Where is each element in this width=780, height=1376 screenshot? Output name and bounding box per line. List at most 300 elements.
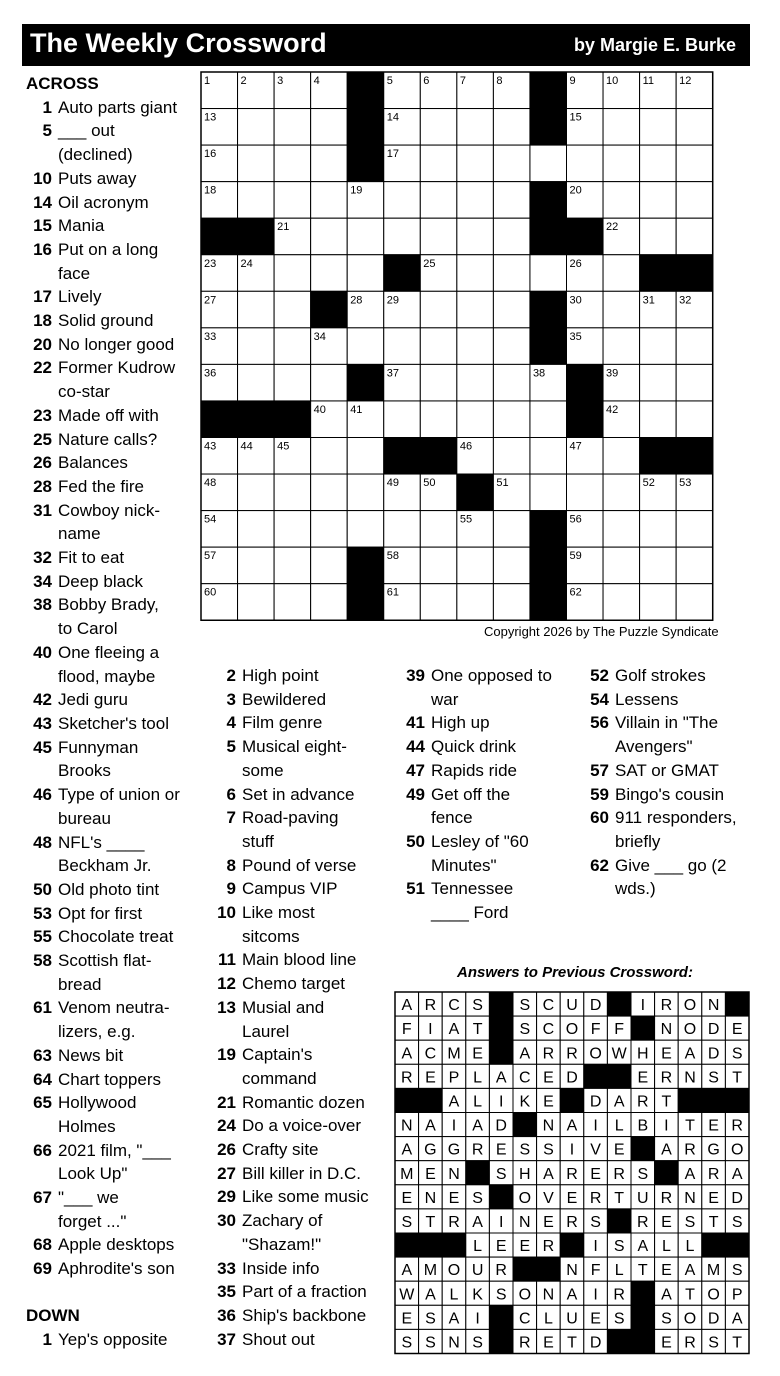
answer-letter: S (519, 997, 531, 1015)
answer-letter: O (683, 1310, 697, 1328)
answer-letter: N (424, 1189, 437, 1207)
grid-cell[interactable] (274, 145, 311, 182)
answer-letter: A (448, 1310, 460, 1328)
clue-number: 46 (33, 785, 52, 805)
grid-block (530, 547, 567, 584)
grid-cell[interactable] (676, 182, 713, 219)
answer-letter: D (731, 1189, 743, 1207)
answer-letter: I (569, 1141, 575, 1159)
grid-cell[interactable] (311, 511, 348, 548)
grid-cell[interactable] (493, 328, 530, 365)
answer-block (631, 1016, 655, 1040)
answer-letter: L (449, 1286, 459, 1304)
answer-block (584, 1064, 608, 1088)
grid-cell[interactable] (384, 511, 421, 548)
grid-cell[interactable] (274, 328, 311, 365)
grid-cell[interactable] (311, 145, 348, 182)
grid-cell[interactable] (603, 109, 640, 146)
grid-cell[interactable] (530, 474, 567, 511)
answer-letter: A (401, 1141, 413, 1159)
grid-cell[interactable] (384, 328, 421, 365)
clue-number: 60 (590, 808, 609, 828)
clue-text: Mania (58, 216, 105, 236)
grid-cell[interactable] (493, 255, 530, 292)
clue-text: Do a voice-over (242, 1116, 362, 1136)
grid-cell[interactable] (238, 511, 275, 548)
grid-cell[interactable] (420, 511, 457, 548)
answer-letter: N (684, 1189, 696, 1207)
clue-text: Villain in "The (615, 713, 719, 733)
grid-cell[interactable] (603, 438, 640, 475)
clue-number: 48 (33, 832, 52, 852)
clue-number: 21 (217, 1092, 236, 1112)
clue-text: Chocolate treat (58, 927, 174, 947)
cell-number: 54 (204, 513, 217, 526)
clue-number: 55 (33, 927, 52, 947)
grid-cell[interactable] (274, 182, 311, 219)
answer-letter: T (685, 1117, 695, 1135)
clue-text: Musical eight- (242, 737, 347, 757)
grid-cell[interactable] (676, 328, 713, 365)
clue-text: face (58, 263, 91, 283)
clue-text: Rapids ride (431, 760, 517, 780)
grid-cell[interactable] (238, 328, 275, 365)
grid-cell[interactable] (347, 474, 384, 511)
grid-cell[interactable] (493, 401, 530, 438)
clue-text: (declined) (58, 145, 133, 165)
clue-text: Puts away (58, 168, 137, 188)
clue-number: 36 (217, 1305, 236, 1325)
answer-block (702, 1233, 726, 1257)
answer-letter: K (472, 1286, 483, 1304)
clue-text: Hollywood (58, 1093, 137, 1113)
answer-letter: F (614, 1021, 625, 1039)
clue-number: 20 (33, 334, 52, 354)
grid-cell[interactable] (274, 364, 311, 401)
grid-cell[interactable] (347, 511, 384, 548)
grid-block (530, 584, 567, 621)
grid-cell[interactable] (457, 364, 494, 401)
answer-block (725, 992, 749, 1016)
clue-number: 65 (33, 1093, 52, 1113)
grid-cell[interactable] (676, 547, 713, 584)
answer-block (442, 1233, 466, 1257)
clue-text: 2021 film, "___ (58, 1140, 171, 1160)
answer-letter: A (543, 1165, 554, 1183)
grid-cell[interactable] (567, 145, 604, 182)
puzzle-grid (201, 72, 713, 620)
grid-cell[interactable] (530, 401, 567, 438)
grid-block (274, 401, 311, 438)
grid-cell[interactable] (493, 547, 530, 584)
grid-block (238, 218, 275, 255)
answer-letter: W (611, 1045, 627, 1063)
clue-text: Golf strokes (615, 666, 706, 685)
clue-number: 45 (33, 737, 52, 757)
grid-cell[interactable] (347, 255, 384, 292)
answer-block (678, 1088, 702, 1112)
answer-letter: O (683, 1021, 697, 1039)
clue-number: 15 (33, 216, 52, 236)
answer-block (607, 992, 631, 1016)
clue-text: One opposed to (431, 666, 552, 685)
grid-cell[interactable] (311, 584, 348, 621)
clue-text: Yep's opposite (58, 1329, 168, 1349)
clue-text: SAT or GMAT (615, 760, 719, 780)
answer-letter: L (661, 1238, 671, 1256)
cell-number: 23 (204, 257, 217, 270)
clue-number: 16 (33, 239, 52, 259)
answer-letter: A (401, 1262, 413, 1280)
answer-letter: G (424, 1141, 437, 1159)
clue-number: 28 (33, 476, 52, 496)
grid-cell[interactable] (457, 182, 494, 219)
grid-cell[interactable] (420, 109, 457, 146)
clue-number: 64 (33, 1069, 52, 1089)
grid-cell[interactable] (238, 474, 275, 511)
answer-letter: E (543, 1069, 554, 1087)
grid-cell[interactable] (238, 291, 275, 328)
grid-cell[interactable] (603, 474, 640, 511)
cell-number: 21 (277, 221, 290, 234)
answer-letter: U (566, 997, 578, 1015)
grid-cell[interactable] (347, 328, 384, 365)
answer-block (631, 1305, 655, 1329)
clue-text: Opt for first (58, 903, 143, 923)
clue-number: 6 (226, 784, 236, 804)
answer-letter: E (425, 1069, 436, 1087)
grid-cell[interactable] (311, 109, 348, 146)
grid-cell[interactable] (493, 584, 530, 621)
grid-cell[interactable] (274, 584, 311, 621)
grid-block (530, 511, 567, 548)
grid-cell[interactable] (347, 218, 384, 255)
grid-cell[interactable] (238, 145, 275, 182)
answer-letter: N (684, 1069, 696, 1087)
grid-cell[interactable] (676, 401, 713, 438)
clue-text: Jedi guru (58, 690, 128, 710)
answer-letter: A (425, 1286, 436, 1304)
clue-number: 57 (590, 760, 609, 780)
answer-letter: E (590, 1165, 601, 1183)
answer-letter: A (661, 1286, 672, 1304)
grid-cell[interactable] (238, 547, 275, 584)
grid-cell[interactable] (493, 511, 530, 548)
cell-number: 31 (642, 294, 655, 307)
grid-cell[interactable] (420, 584, 457, 621)
cell-number: 11 (642, 75, 655, 87)
answer-block (725, 1088, 749, 1112)
grid-cell[interactable] (420, 218, 457, 255)
grid-cell[interactable] (311, 255, 348, 292)
answer-letter: E (661, 1045, 672, 1063)
grid-cell[interactable] (420, 401, 457, 438)
grid-block (384, 255, 421, 292)
clue-number: 27 (217, 1163, 236, 1183)
grid-cell[interactable] (493, 145, 530, 182)
clue-number: 50 (406, 831, 425, 851)
answer-letter: G (707, 1141, 720, 1159)
grid-cell[interactable] (676, 218, 713, 255)
cell-number: 8 (496, 75, 503, 87)
grid-cell[interactable] (603, 291, 640, 328)
cell-number: 51 (496, 477, 509, 490)
clue-number: 5 (226, 737, 236, 757)
clue-text: Venom neutra- (58, 998, 170, 1018)
clue-text: High up (431, 713, 490, 733)
answer-block (725, 1233, 749, 1257)
answer-letter: U (637, 1189, 649, 1207)
grid-cell[interactable] (238, 584, 275, 621)
grid-cell[interactable] (347, 438, 384, 475)
grid-cell[interactable] (457, 547, 494, 584)
answer-letter: E (708, 1189, 719, 1207)
clue-text: bureau (58, 808, 111, 828)
grid-cell[interactable] (384, 218, 421, 255)
cell-number: 62 (569, 586, 582, 599)
answer-letter: I (498, 1213, 504, 1231)
answer-letter: S (731, 1213, 743, 1231)
answer-block (489, 1040, 513, 1064)
cell-number: 33 (204, 330, 217, 343)
answer-letter: D (707, 1045, 720, 1063)
grid-cell[interactable] (274, 547, 311, 584)
answer-block (513, 1257, 537, 1281)
grid-cell[interactable] (420, 145, 457, 182)
clue-number: 23 (33, 405, 52, 425)
grid-cell[interactable] (457, 255, 494, 292)
answer-letter: A (637, 1238, 649, 1256)
grid-cell[interactable] (384, 182, 421, 219)
answer-letter: T (567, 1334, 577, 1352)
grid-cell[interactable] (640, 547, 677, 584)
answer-letter: S (708, 1334, 719, 1352)
clue-text: News bit (58, 1045, 124, 1065)
answer-letter: A (731, 1165, 743, 1183)
grid-cell[interactable] (274, 255, 311, 292)
answer-letter: E (637, 1069, 649, 1087)
answer-block (489, 1016, 513, 1040)
answer-letter: E (613, 1141, 625, 1159)
grid-cell[interactable] (238, 364, 275, 401)
answer-letter: R (471, 1141, 484, 1159)
grid-cell[interactable] (530, 438, 567, 475)
answer-letter: L (473, 1093, 483, 1111)
answer-letter: V (543, 1189, 554, 1207)
grid-cell[interactable] (493, 291, 530, 328)
grid-cell[interactable] (274, 109, 311, 146)
grid-cell[interactable] (603, 511, 640, 548)
grid-cell[interactable] (676, 511, 713, 548)
answer-block (560, 1233, 584, 1257)
answer-letter: O (683, 997, 697, 1015)
cell-number: 15 (569, 111, 582, 124)
clue-text: Chemo target (242, 974, 345, 994)
clue-number: 44 (406, 737, 425, 757)
grid-cell[interactable] (238, 182, 275, 219)
answer-letter: T (661, 1093, 672, 1111)
grid-cell[interactable] (676, 584, 713, 621)
grid-cell[interactable] (640, 328, 677, 365)
clue-text: Set in advance (242, 784, 355, 804)
answer-block (489, 1329, 513, 1353)
answer-letter: A (448, 1093, 460, 1111)
answer-letter: S (731, 1045, 743, 1063)
clue-text: forget ..." (58, 1211, 127, 1231)
grid-block (640, 438, 677, 475)
answer-letter: E (472, 1045, 483, 1063)
cell-number: 6 (423, 75, 430, 87)
grid-cell[interactable] (420, 291, 457, 328)
grid-cell[interactable] (493, 364, 530, 401)
clue-text: flood, maybe (58, 666, 156, 686)
clue-text: Main blood line (242, 950, 357, 970)
grid-cell[interactable] (420, 182, 457, 219)
grid-cell[interactable] (640, 109, 677, 146)
grid-cell[interactable] (384, 401, 421, 438)
answer-letter: A (566, 1117, 578, 1135)
grid-cell[interactable] (457, 109, 494, 146)
grid-cell[interactable] (676, 109, 713, 146)
grid-cell[interactable] (457, 584, 494, 621)
clue-text: Holmes (58, 1116, 116, 1136)
grid-cell[interactable] (274, 291, 311, 328)
grid-cell[interactable] (311, 474, 348, 511)
clue-text: Minutes" (431, 855, 497, 875)
answer-letter: R (637, 1213, 649, 1231)
grid-cell[interactable] (530, 255, 567, 292)
grid-cell[interactable] (274, 511, 311, 548)
cell-number: 55 (459, 513, 473, 526)
clue-text: Romantic dozen (242, 1092, 365, 1112)
answer-letter: D (589, 997, 602, 1015)
grid-cell[interactable] (603, 584, 640, 621)
grid-cell[interactable] (640, 218, 677, 255)
grid-cell[interactable] (420, 328, 457, 365)
grid-cell[interactable] (676, 364, 713, 401)
grid-cell[interactable] (640, 182, 677, 219)
grid-cell[interactable] (567, 474, 604, 511)
answer-letter: H (519, 1165, 531, 1183)
grid-cell[interactable] (311, 364, 348, 401)
clue-text: Sketcher's tool (58, 713, 169, 733)
answer-letter: R (637, 1093, 649, 1111)
grid-cell[interactable] (311, 438, 348, 475)
cell-number: 29 (386, 294, 399, 307)
answers-title: Answers to Previous Crossword: (457, 964, 693, 981)
clue-number: 19 (217, 1045, 236, 1065)
grid-cell[interactable] (457, 291, 494, 328)
grid-cell[interactable] (311, 218, 348, 255)
clue-text: ____ Ford (431, 903, 509, 923)
grid-cell[interactable] (640, 511, 677, 548)
grid-cell[interactable] (493, 218, 530, 255)
grid-cell[interactable] (457, 401, 494, 438)
answer-letter: A (401, 997, 413, 1015)
answer-letter: E (401, 1310, 413, 1328)
grid-cell[interactable] (238, 109, 275, 146)
grid-cell[interactable] (640, 145, 677, 182)
answer-block (513, 1113, 537, 1137)
clue-number: 39 (406, 666, 425, 685)
grid-cell[interactable] (493, 109, 530, 146)
clue-number: 41 (406, 713, 425, 733)
clue-number: 51 (406, 879, 425, 899)
answer-letter: A (495, 1069, 507, 1087)
grid-block (420, 438, 457, 475)
grid-cell[interactable] (457, 328, 494, 365)
answer-letter: F (590, 1262, 601, 1280)
answer-letter: S (661, 1310, 672, 1328)
grid-cell[interactable] (420, 364, 457, 401)
grid-block (530, 182, 567, 219)
grid-block (347, 364, 384, 401)
grid-cell[interactable] (603, 547, 640, 584)
cell-number: 48 (204, 477, 217, 490)
grid-cell[interactable] (311, 182, 348, 219)
answer-letter: N (448, 1165, 460, 1183)
cell-number: 58 (386, 550, 399, 563)
cell-number: 17 (386, 148, 399, 161)
clue-text: One fleeing a (58, 642, 160, 662)
clue-text: Look Up" (58, 1164, 128, 1184)
grid-cell[interactable] (603, 145, 640, 182)
cell-number: 43 (204, 440, 217, 453)
cell-number: 25 (423, 257, 436, 270)
clue-text: Pound of verse (242, 855, 357, 875)
grid-cell[interactable] (274, 474, 311, 511)
grid-cell[interactable] (640, 401, 677, 438)
answer-block (560, 1088, 584, 1112)
grid-cell[interactable] (457, 145, 494, 182)
grid-cell[interactable] (493, 438, 530, 475)
grid-cell[interactable] (603, 255, 640, 292)
answer-letter: F (401, 1021, 412, 1039)
clue-text: Crafty site (242, 1140, 319, 1160)
answer-letter: T (732, 1334, 743, 1352)
cell-number: 52 (642, 477, 655, 490)
grid-cell[interactable] (311, 547, 348, 584)
cell-number: 12 (679, 75, 692, 87)
clue-text: Bobby Brady, (58, 595, 159, 615)
grid-cell[interactable] (640, 364, 677, 401)
grid-cell[interactable] (676, 145, 713, 182)
clue-number: 10 (217, 903, 236, 923)
clue-text: ___ out (58, 121, 115, 141)
grid-block (311, 291, 348, 328)
cell-number: 3 (277, 75, 284, 87)
grid-cell[interactable] (420, 547, 457, 584)
clue-number: 14 (33, 192, 52, 212)
answer-block (395, 1233, 419, 1257)
grid-block (676, 255, 713, 292)
grid-cell[interactable] (603, 328, 640, 365)
grid-cell[interactable] (603, 182, 640, 219)
answer-block (607, 1329, 631, 1353)
clue-text: Made off with (58, 405, 159, 425)
answer-letter: S (613, 1238, 625, 1256)
grid-cell[interactable] (530, 145, 567, 182)
grid-cell[interactable] (493, 182, 530, 219)
answer-letter: A (731, 1310, 743, 1328)
answer-letter: D (566, 1069, 578, 1087)
clue-text: Fit to eat (58, 548, 125, 568)
answer-letter: L (473, 1069, 483, 1087)
cell-number: 32 (679, 294, 692, 307)
grid-cell[interactable] (457, 218, 494, 255)
grid-cell[interactable] (640, 584, 677, 621)
answer-letter: H (637, 1045, 649, 1063)
